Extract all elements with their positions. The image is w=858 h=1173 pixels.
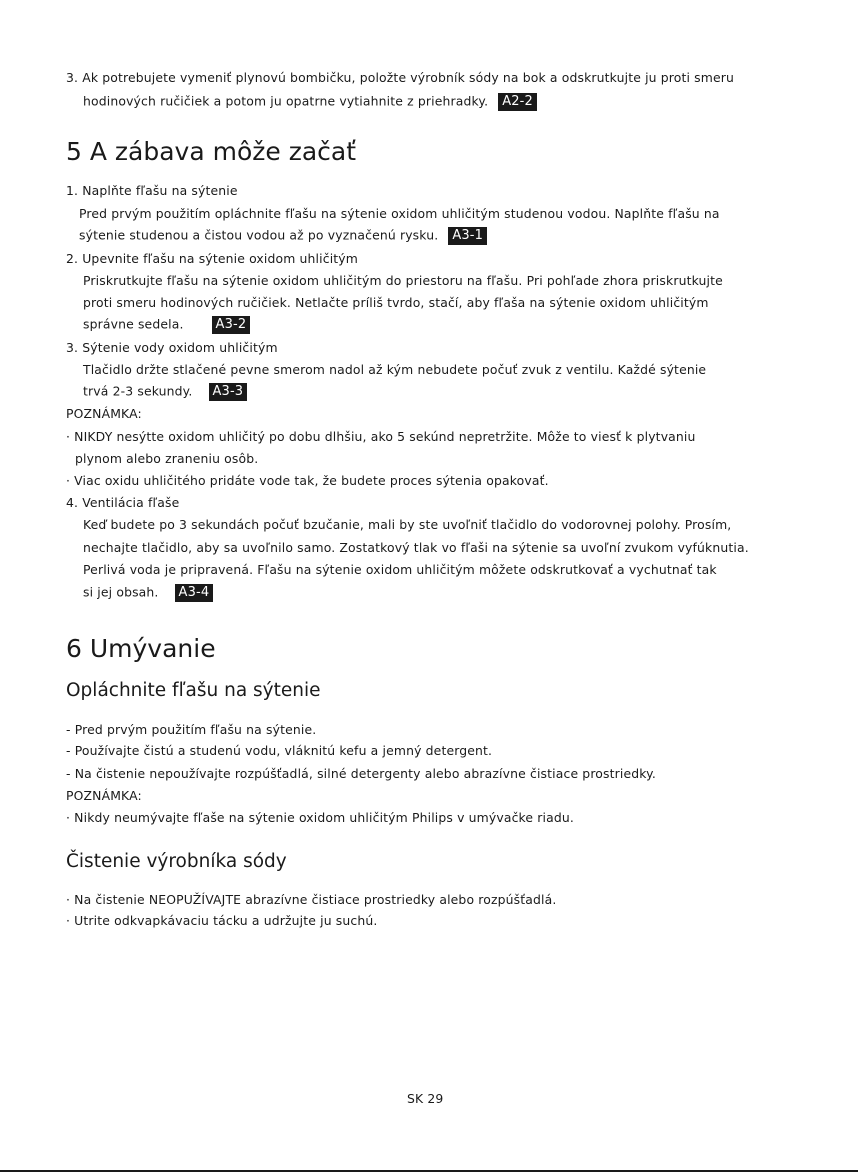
subsection-clean-title: Čistenie výrobníka sódy bbox=[66, 851, 287, 872]
figure-ref-badge: A3-4 bbox=[175, 584, 214, 602]
rinse-note-1: · Nikdy neumývajte fľaše na sýtenie oxidom uhličitým Philips v umývačke riadu. bbox=[66, 810, 574, 825]
figure-ref-badge: A3-3 bbox=[209, 383, 248, 401]
note-label: POZNÁMKA: bbox=[66, 406, 142, 421]
step-2-line-2: proti smeru hodinových ručičiek. Netlačte príliš tvrdo, stačí, aby fľaša na sýtenie oxidom uhličitým bbox=[83, 295, 709, 310]
note-2: · Viac oxidu uhličitého pridáte vode tak, že budete proces sýtenia opakovať. bbox=[66, 473, 549, 488]
step-4-line-2: nechajte tlačidlo, aby sa uvoľnilo samo. Zostatkový tlak vo fľaši na sýtenie sa uvoľní zvukom vyfúknutia. bbox=[83, 540, 749, 555]
step-2-line-3 bbox=[83, 316, 250, 334]
figure-ref-badge: A3-2 bbox=[212, 316, 251, 334]
figure-ref-badge: A3-1 bbox=[448, 227, 487, 245]
step-3b-line-2-text: trvá 2-3 sekundy. bbox=[83, 383, 193, 399]
step-4-heading: 4. Ventilácia fľaše bbox=[66, 495, 180, 510]
rinse-item-1: - Pred prvým použitím fľašu na sýtenie. bbox=[66, 722, 317, 737]
rinse-item-2: - Používajte čistú a studenú vodu, vláknitú kefu a jemný detergent. bbox=[66, 743, 493, 758]
section-5-title: 5 A zábava môže začať bbox=[66, 137, 357, 166]
step-3b-line-2 bbox=[83, 383, 247, 401]
bottom-rule bbox=[0, 1170, 858, 1172]
note-1-line-1: · NIKDY nesýtte oxidom uhličitý po dobu dlhšiu, ako 5 sekúnd nepretržite. Môže to viesť k plytvaniu bbox=[66, 429, 696, 444]
step-1-line-1: Pred prvým použitím opláchnite fľašu na sýtenie oxidom uhličitým studenou vodou. Naplňte fľašu na bbox=[79, 206, 720, 221]
step-4-line-1: Keď budete po 3 sekundách počuť bzučanie, mali by ste uvoľniť tlačidlo do vodorovnej polohy. Prosím, bbox=[83, 517, 732, 532]
rinse-item-3: - Na čistenie nepoužívajte rozpúšťadlá, silné detergenty alebo abrazívne čistiace prostriedky. bbox=[66, 766, 656, 781]
step-2-heading: 2. Upevnite fľašu na sýtenie oxidom uhličitým bbox=[66, 251, 359, 266]
step-2-line-1: Priskrutkujte fľašu na sýtenie oxidom uhličitým do priestoru na fľašu. Pri pohľade zhora priskrutkujte bbox=[83, 273, 723, 288]
clean-item-2: · Utrite odkvapkávaciu tácku a udržujte ju suchú. bbox=[66, 913, 378, 928]
page-number: SK 29 bbox=[407, 1091, 444, 1106]
section-6-title: 6 Umývanie bbox=[66, 634, 216, 663]
note-1-line-2: plynom alebo zraneniu osôb. bbox=[75, 451, 259, 466]
clean-item-1: · Na čistenie NEOPUŽÍVAJTE abrazívne čistiace prostriedky alebo rozpúšťadlá. bbox=[66, 892, 557, 907]
step-3-line-2 bbox=[83, 93, 537, 111]
figure-ref-badge: A2-2 bbox=[498, 93, 537, 111]
step-1-line-2-text: sýtenie studenou a čistou vodou až po vyznačenú rysku. bbox=[79, 227, 439, 243]
step-3-heading: 3. Sýtenie vody oxidom uhličitým bbox=[66, 340, 278, 355]
subsection-rinse-title: Opláchnite fľašu na sýtenie bbox=[66, 680, 321, 701]
step-3-line-1: 3. Ak potrebujete vymeniť plynovú bombičku, položte výrobník sódy na bok a odskrutkujte ju proti smeru bbox=[66, 70, 735, 85]
step-4-line-4 bbox=[83, 584, 213, 602]
step-4-line-3: Perlivá voda je pripravená. Fľašu na sýtenie oxidom uhličitým môžete odskrutkovať a vychutnať tak bbox=[83, 562, 717, 577]
step-1-line-2 bbox=[79, 227, 487, 245]
step-1-heading: 1. Naplňte fľašu na sýtenie bbox=[66, 183, 238, 198]
step-2-line-3-text: správne sedela. bbox=[83, 316, 184, 332]
rinse-note-label: POZNÁMKA: bbox=[66, 788, 142, 803]
step-3b-line-1: Tlačidlo držte stlačené pevne smerom nadol až kým nebudete počuť zvuk z ventilu. Každé sýtenie bbox=[83, 362, 707, 377]
step-3-line-2-text: hodinových ručičiek a potom ju opatrne vytiahnite z priehradky. bbox=[83, 93, 489, 109]
step-4-line-4-text: si jej obsah. bbox=[83, 584, 159, 600]
